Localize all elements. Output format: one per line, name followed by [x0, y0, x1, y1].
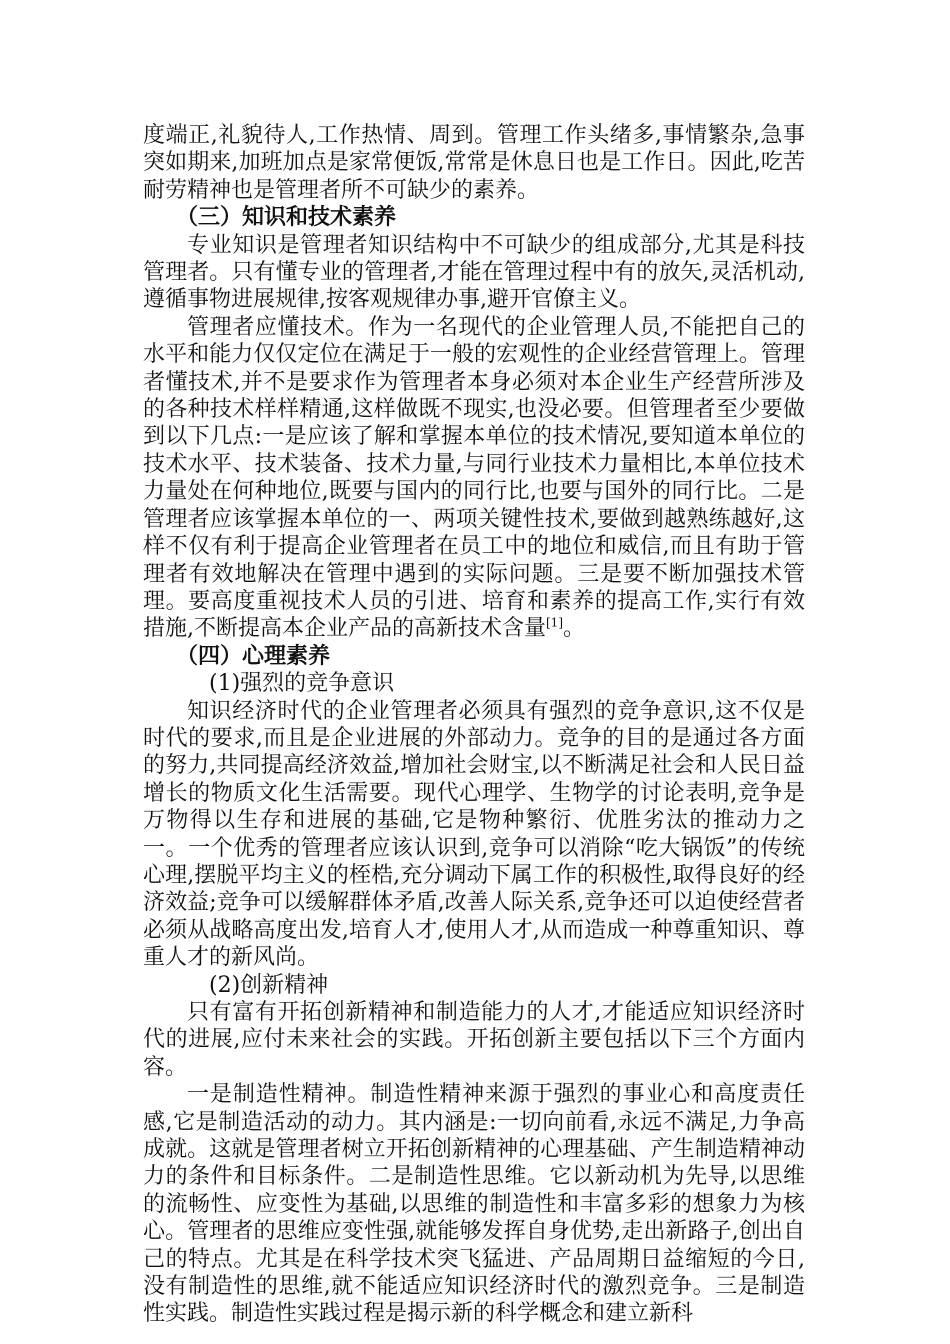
- paragraph-technology: [143, 314, 805, 643]
- section-heading-knowledge: （三）知识和技术素养: [176, 205, 397, 231]
- paragraph-innovation-details: 一是制造性精神。制造性精神来源于强烈的事业心和高度责任感,它是制造活动的动力。其内涵是:一切向前看,永远不满足,力争高成就。这就是管理者树立开拓创新精神的心理基础、产生制造精神动力的条件和目标条件。二是制造性思维。它以新动机为先导,以思维的流畅性、应变性为基础,以思维的制造性和丰富多彩的想象力为核心。管理者的思维应变性强,就能够发挥自身优势,走出新路子,创出自己的特点。尤其是在科学技术突飞猛进、产品周期日益缩短的今日,没有制造性的思维,就不能适应知识经济时代的激烈竞争。三是制造性实践。制造性实践过程是揭示新的科学概念和建立新科: [143, 1082, 805, 1327]
- subheading-innovation: (2)创新精神: [209, 972, 329, 998]
- paragraph-professional-knowledge: 专业知识是管理者知识结构中不可缺少的组成部分,尤其是科技管理者。只有懂专业的管理者,才能在管理过程中有的放矢,灵活机动,遵循事物进展规律,按客观规律办事,避开官僚主义。: [143, 232, 805, 313]
- citation-ref: [1]: [546, 615, 563, 630]
- subheading-competition: (1)强烈的竞争意识: [209, 671, 395, 697]
- document-page: [143, 122, 805, 1328]
- paragraph-innovation-intro: 只有富有开拓创新精神和制造能力的人才,才能适应知识经济时代的进展,应付未来社会的实践。开拓创新主要包括以下三个方面内容。: [143, 1000, 805, 1080]
- section-heading-psychology: （四）心理素养: [176, 643, 331, 669]
- paragraph-technology-end: 。: [563, 616, 586, 642]
- paragraph-technology-text: 管理者应懂技术。作为一名现代的企业管理人员,不能把自己的水平和能力仅仅定位在满足于一般的宏观性的企业经营管理上。管理者懂技术,并不是要求作为管理者本身必须对本企业生产经营所涉及的各种技术样样精通,这样做既不现实,也没必要。但管理者至少要做到以下几点:一是应该了解和掌握本单位的技术情况,要知道本单位的技术水平、技术装备、技术力量,与同行业技术力量相比,本单位技术力量处在何种地位,既要与国内的同行比,也要与国外的同行比。二是管理者应该掌握本单位的一、两项关键性技术,要做到越熟练越好,这样不仅有利于提高企业管理者在员工中的地位和威信,而且有助于管理者有效地解决在管理中遇到的实际问题。三是要不断加强技术管理。要高度重视技术人员的引进、培育和素养的提高工作,实行有效措施,不断提高本企业产品的高新技术含量: [143, 314, 805, 642]
- paragraph-competition: 知识经济时代的企业管理者必须具有强烈的竞争意识,这不仅是时代的要求,而且是企业进展的外部动力。竞争的目的是通过各方面的努力,共同提高经济效益,增加社会财宝,以不断满足社会和人民日益增长的物质文化生活需要。现代心理学、生物学的讨论表明,竞争是万物得以生存和进展的基础,它是物种繁衍、优胜劣汰的推动力之一。一个优秀的管理者应该认识到,竞争可以消除“吃大锅饭”的传统心理,摆脱平均主义的桎梏,充分调动下属工作的积极性,取得良好的经济效益;竞争可以缓解群体矛盾,改善人际关系,竞争还可以迫使经营者必须从战略高度出发,培育人才,使用人才,从而造成一种尊重知识、尊重人才的新风尚。: [143, 698, 805, 971]
- paragraph-attitude: 度端正,礼貌待人,工作热情、周到。管理工作头绪多,事情繁杂,急事突如期来,加班加点是家常便饭,常常是休息日也是工作日。因此,吃苦耐劳精神也是管理者所不可缺少的素养。: [143, 123, 805, 203]
